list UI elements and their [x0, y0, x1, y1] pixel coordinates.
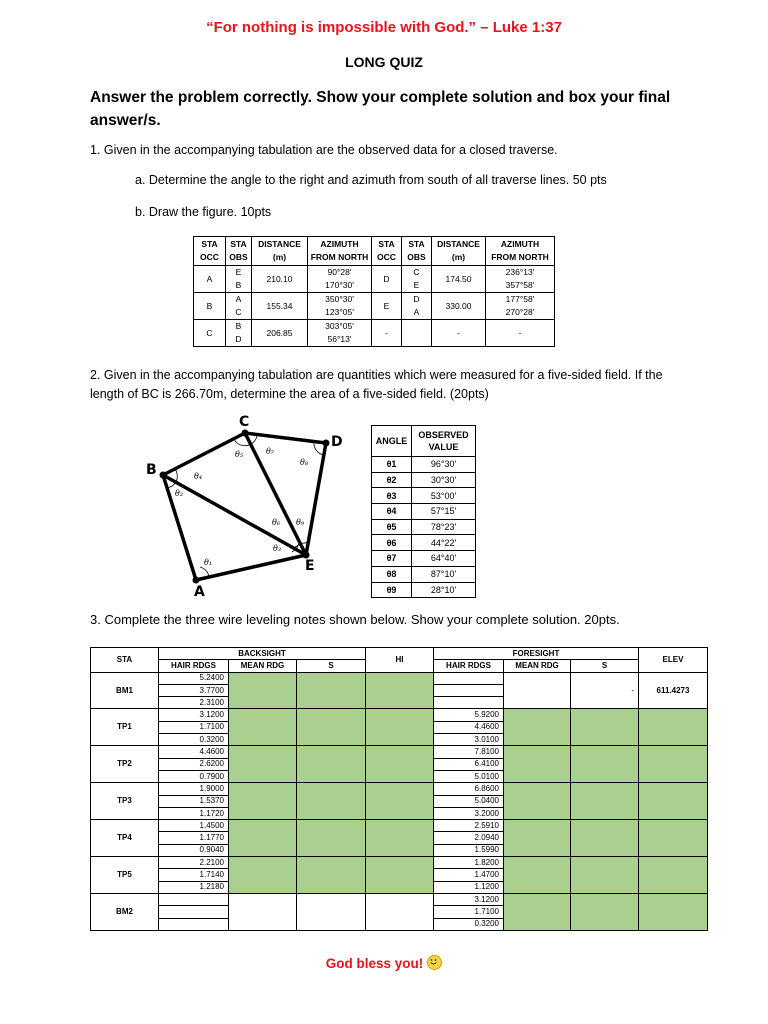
- angle-arc-1: [200, 567, 209, 577]
- bs-hair-cell: 2.6200: [159, 758, 229, 770]
- bs-hair-cell: 1.1770: [159, 832, 229, 844]
- fs-hair-cell: 1.5990: [434, 844, 504, 856]
- bs-hair-cell: 3.1200: [159, 709, 229, 721]
- fs-s-cell: [571, 709, 639, 746]
- fs-mean-cell: [504, 820, 571, 857]
- bs-hair-cell: [159, 906, 229, 918]
- header-angle: ANGLE: [372, 426, 412, 457]
- header-azimuth: AZIMUTH FROM NORTH: [308, 237, 372, 266]
- point-a: [193, 577, 200, 584]
- edge-cd: [245, 433, 326, 443]
- header-azimuth: AZIMUTH FROM NORTH: [486, 237, 555, 266]
- cell: 64°40': [412, 551, 476, 567]
- cell: D: [372, 266, 402, 293]
- bs-s-cell: [297, 783, 366, 820]
- header-hi: HI: [366, 648, 434, 673]
- cell: 210.10: [252, 266, 308, 293]
- elev-cell: [639, 746, 708, 783]
- station-cell: TP2: [91, 746, 159, 783]
- bs-hair-cell: 1.1720: [159, 807, 229, 819]
- table-row: [372, 488, 476, 504]
- edge-de: [306, 443, 326, 555]
- elev-cell: [639, 783, 708, 820]
- angle-label-1: θ₁: [204, 558, 213, 567]
- cell: 155.34: [252, 293, 308, 320]
- bs-mean-cell: [229, 783, 297, 820]
- fs-hair-cell: 6.8600: [434, 783, 504, 795]
- bs-mean-cell: [229, 672, 297, 709]
- station-cell: BM1: [91, 672, 159, 709]
- elev-cell: 611.4273: [639, 672, 708, 709]
- table-row: [372, 519, 476, 535]
- cell: θ6: [372, 535, 412, 551]
- cell: θ2: [372, 472, 412, 488]
- bs-mean-cell: [229, 857, 297, 894]
- bs-hair-cell: 2.3100: [159, 697, 229, 709]
- angle-label-8: θ₈: [300, 458, 309, 467]
- vertex-label-b: B: [146, 462, 157, 478]
- hi-cell: [366, 820, 434, 857]
- bs-hair-cell: 1.4500: [159, 820, 229, 832]
- bs-s-cell: [297, 709, 366, 746]
- header-sta-obs: STA OBS: [402, 237, 432, 266]
- fs-hair-cell: 1.7100: [434, 906, 504, 918]
- bs-hair-cell: 2.2100: [159, 857, 229, 869]
- header-bs-mean: MEAN RDG: [229, 660, 297, 672]
- table-row: [194, 266, 555, 293]
- bs-hair-cell: 1.2180: [159, 881, 229, 893]
- bs-mean-cell: [229, 709, 297, 746]
- table-row: [91, 709, 708, 721]
- fs-hair-cell: [434, 684, 504, 696]
- angle-label-7: θ₇: [266, 447, 275, 456]
- angle-label-3: θ₃: [273, 544, 282, 553]
- bs-s-cell: [297, 857, 366, 894]
- vertex-label-c: C: [239, 414, 250, 430]
- header-sta-occ: STA OCC: [194, 237, 226, 266]
- hi-cell: [366, 857, 434, 894]
- table-row: [372, 504, 476, 520]
- cell: 303°05' 56°13': [308, 320, 372, 347]
- edge-bc: [163, 433, 245, 475]
- cell: -: [372, 320, 402, 347]
- header-bs-hair: HAIR RDGS: [159, 660, 229, 672]
- bs-hair-cell: 1.7140: [159, 869, 229, 881]
- fs-hair-cell: 7.8100: [434, 746, 504, 758]
- station-cell: TP1: [91, 709, 159, 746]
- header-fs-s: S: [571, 660, 639, 672]
- bs-mean-cell: [229, 746, 297, 783]
- cell: -: [486, 320, 555, 347]
- cell: C: [194, 320, 226, 347]
- fs-hair-cell: 2.5910: [434, 820, 504, 832]
- bs-hair-cell: [159, 893, 229, 905]
- header-elev: ELEV: [639, 648, 708, 673]
- smiley-icon: [427, 955, 442, 970]
- hi-cell: [366, 709, 434, 746]
- instructions: Answer the problem correctly. Show your complete solution and box your final answer/s.: [90, 89, 671, 129]
- table-row: [91, 893, 708, 905]
- bs-hair-cell: 1.5370: [159, 795, 229, 807]
- fs-hair-cell: 4.4600: [434, 721, 504, 733]
- table-row: [372, 472, 476, 488]
- cell: θ9: [372, 582, 412, 598]
- table-row: [91, 746, 708, 758]
- fs-mean-cell: [504, 709, 571, 746]
- edge-ea: [196, 555, 306, 580]
- elev-cell: [639, 820, 708, 857]
- header-sta-obs: STA OBS: [226, 237, 252, 266]
- fs-hair-cell: 1.1200: [434, 881, 504, 893]
- problem2-text: 2. Given in the accompanying tabulation are quantities which were measured for a five-sided field. If the length of BC is 266.70m, determine the area of a five-sided field. (20pts): [90, 368, 663, 401]
- traverse-table: [193, 236, 555, 347]
- cell: D A: [402, 293, 432, 320]
- elev-cell: [639, 893, 708, 930]
- hi-cell: [366, 672, 434, 709]
- table-row: [372, 535, 476, 551]
- observed-angles-table: [371, 425, 476, 598]
- point-b: [160, 472, 167, 479]
- header-observed-value: OBSERVED VALUE: [412, 426, 476, 457]
- cell: θ7: [372, 551, 412, 567]
- bs-mean-cell: [229, 820, 297, 857]
- fs-hair-cell: 2.0940: [434, 832, 504, 844]
- fs-hair-cell: 3.0100: [434, 734, 504, 746]
- cell: 96°30': [412, 457, 476, 473]
- fs-hair-cell: 1.8200: [434, 857, 504, 869]
- cell: B D: [226, 320, 252, 347]
- fs-mean-cell: [504, 746, 571, 783]
- angle-label-4: θ₄: [194, 472, 203, 481]
- point-d: [323, 440, 330, 447]
- cell: 87°10': [412, 566, 476, 582]
- table-row: [91, 783, 708, 795]
- bs-s-cell: [297, 893, 366, 930]
- vertex-label-a: A: [194, 584, 205, 598]
- vertex-label-e: E: [305, 558, 315, 574]
- bs-hair-cell: 1.9000: [159, 783, 229, 795]
- station-cell: BM2: [91, 893, 159, 930]
- bs-s-cell: [297, 746, 366, 783]
- bs-hair-cell: 5.2400: [159, 672, 229, 684]
- cell: 330.00: [432, 293, 486, 320]
- angle-arc-6: [293, 543, 300, 548]
- page-title: LONG QUIZ: [345, 54, 423, 70]
- five-sided-field-figure: [140, 412, 352, 598]
- header-verse: “For nothing is impossible with God.” – Luke 1:37: [206, 19, 562, 36]
- bs-hair-cell: 4.4600: [159, 746, 229, 758]
- fs-hair-cell: [434, 672, 504, 684]
- problem1-part-b: b. Draw the figure. 10pts: [135, 205, 272, 219]
- fs-mean-cell: [504, 857, 571, 894]
- cell: [402, 320, 432, 347]
- table-row: [372, 551, 476, 567]
- cell: A C: [226, 293, 252, 320]
- cell: 177°58' 270°28': [486, 293, 555, 320]
- vertex-label-d: D: [331, 434, 343, 450]
- header-foresight: FORESIGHT: [434, 648, 639, 660]
- table-row: [91, 820, 708, 832]
- fs-hair-cell: 6.4100: [434, 758, 504, 770]
- fs-hair-cell: 5.0400: [434, 795, 504, 807]
- fs-mean-cell: [504, 893, 571, 930]
- table-row: [91, 857, 708, 869]
- point-c: [242, 430, 249, 437]
- table-row: [194, 320, 555, 347]
- cell: θ3: [372, 488, 412, 504]
- problem3-text: 3. Complete the three wire leveling notes shown below. Show your complete solution. 20pts.: [90, 612, 620, 627]
- fs-hair-cell: 5.0100: [434, 770, 504, 782]
- fs-mean-cell: [504, 783, 571, 820]
- header-sta-occ: STA OCC: [372, 237, 402, 266]
- angle-label-5: θ₅: [235, 450, 244, 459]
- cell: 53°00': [412, 488, 476, 504]
- cell: 90°28' 170°30': [308, 266, 372, 293]
- station-cell: TP3: [91, 783, 159, 820]
- header-bs-s: S: [297, 660, 366, 672]
- station-cell: TP4: [91, 820, 159, 857]
- fs-s-cell: -: [571, 672, 639, 709]
- table-row: [194, 293, 555, 320]
- bs-hair-cell: 0.3200: [159, 734, 229, 746]
- cell: E: [372, 293, 402, 320]
- table-row: [372, 457, 476, 473]
- bs-hair-cell: 0.9040: [159, 844, 229, 856]
- fs-s-cell: [571, 820, 639, 857]
- fs-s-cell: [571, 783, 639, 820]
- cell: 236°13' 357°58': [486, 266, 555, 293]
- fs-mean-cell: [504, 672, 571, 709]
- header-distance: DISTANCE (m): [432, 237, 486, 266]
- cell: 174.50: [432, 266, 486, 293]
- angle-arc-7: [251, 435, 257, 444]
- cell: 57°15': [412, 504, 476, 520]
- cell: E B: [226, 266, 252, 293]
- problem1-text: 1. Given in the accompanying tabulation are the observed data for a closed traverse.: [90, 143, 558, 157]
- fs-s-cell: [571, 746, 639, 783]
- hi-cell: [366, 783, 434, 820]
- hi-cell: [366, 746, 434, 783]
- cell: 350°30' 123°05': [308, 293, 372, 320]
- table-row: [91, 672, 708, 684]
- cell: 44°22': [412, 535, 476, 551]
- cell: θ5: [372, 519, 412, 535]
- bs-hair-cell: 3.7700: [159, 684, 229, 696]
- cell: A: [194, 266, 226, 293]
- station-cell: TP5: [91, 857, 159, 894]
- bs-s-cell: [297, 820, 366, 857]
- header-backsight: BACKSIGHT: [159, 648, 366, 660]
- elev-cell: [639, 709, 708, 746]
- cell: θ1: [372, 457, 412, 473]
- fs-s-cell: [571, 893, 639, 930]
- table-row: [372, 566, 476, 582]
- header-fs-hair: HAIR RDGS: [434, 660, 504, 672]
- cell: 206.85: [252, 320, 308, 347]
- cell: -: [432, 320, 486, 347]
- bs-hair-cell: [159, 918, 229, 930]
- fs-s-cell: [571, 857, 639, 894]
- leveling-notes-table: [90, 647, 708, 931]
- hi-cell: [366, 893, 434, 930]
- footer-blessing: God bless you!: [0, 955, 768, 971]
- fs-hair-cell: 3.1200: [434, 893, 504, 905]
- cell: B: [194, 293, 226, 320]
- fs-hair-cell: 1.4700: [434, 869, 504, 881]
- header-distance: DISTANCE (m): [252, 237, 308, 266]
- bs-s-cell: [297, 672, 366, 709]
- bs-hair-cell: 1.7100: [159, 721, 229, 733]
- angle-label-6: θ₆: [272, 518, 281, 527]
- problem1-part-a: a. Determine the angle to the right and azimuth from south of all traverse lines. 50 pts: [135, 173, 607, 187]
- cell: 28°10': [412, 582, 476, 598]
- cell: θ4: [372, 504, 412, 520]
- bs-mean-cell: [229, 893, 297, 930]
- cell: 78°23': [412, 519, 476, 535]
- cell: 30°30': [412, 472, 476, 488]
- table-row: [372, 582, 476, 598]
- cell: C E: [402, 266, 432, 293]
- angle-label-2: θ₂: [175, 489, 184, 498]
- bs-hair-cell: 0.7900: [159, 770, 229, 782]
- fs-hair-cell: 0.3200: [434, 918, 504, 930]
- header-sta: STA: [91, 648, 159, 673]
- header-fs-mean: MEAN RDG: [504, 660, 571, 672]
- fs-hair-cell: 3.2000: [434, 807, 504, 819]
- elev-cell: [639, 857, 708, 894]
- cell: θ8: [372, 566, 412, 582]
- angle-label-9: θ₉: [296, 518, 305, 527]
- fs-hair-cell: 5.9200: [434, 709, 504, 721]
- fs-hair-cell: [434, 697, 504, 709]
